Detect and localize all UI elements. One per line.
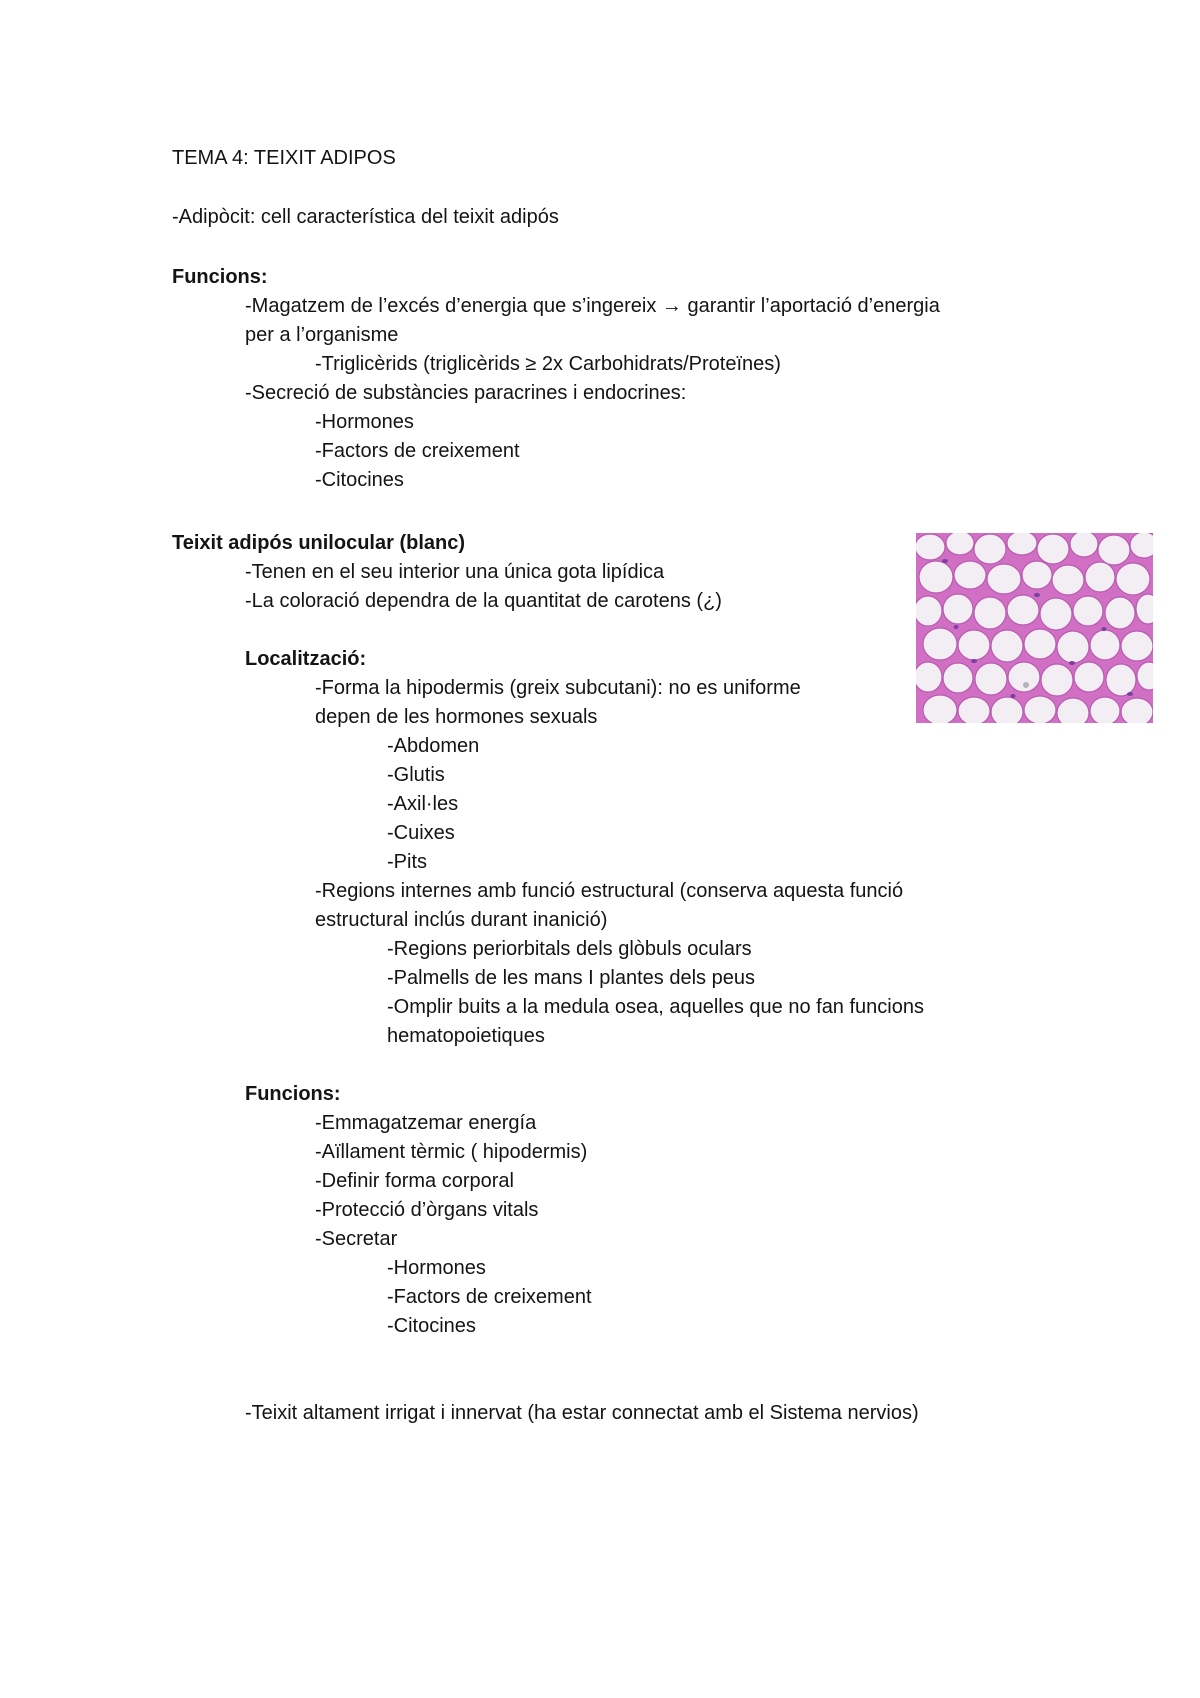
list-subitem: -Palmells de les mans I plantes dels peus — [387, 967, 755, 989]
list-subitem: -Hormones — [315, 411, 414, 433]
list-item: -Forma la hipodermis (greix subcutani): no es uniforme — [315, 677, 801, 699]
list-item: -Protecció d’òrgans vitals — [315, 1199, 539, 1221]
list-item: -Regions internes amb funció estructural (conserva aquesta funció — [315, 880, 904, 902]
list-item: -Tenen en el seu interior una única gota lipídica — [245, 561, 665, 583]
list-subitem: -Citocines — [387, 1315, 476, 1337]
list-item-continuation: depen de les hormones sexuals — [315, 706, 598, 728]
list-item: -Secreció de substàncies paracrines i endocrines: — [245, 382, 687, 404]
list-item-continuation: per a l’organisme — [245, 324, 399, 346]
list-item: -Aïllament tèrmic ( hipodermis) — [315, 1141, 588, 1163]
list-subitem-continuation: hematopoietiques — [387, 1025, 545, 1047]
list-item-continuation: estructural inclús durant inanició) — [315, 909, 608, 931]
section-heading-unilocular: Teixit adipós unilocular (blanc) — [172, 532, 465, 554]
closing-line: -Teixit altament irrigat i innervat (ha estar connectat amb el Sistema nervios) — [245, 1402, 919, 1424]
document-title: TEMA 4: TEIXIT ADIPOS — [172, 147, 396, 169]
list-subitem: -Axil·les — [387, 793, 459, 815]
list-subitem: -Omplir buits a la medula osea, aquelles que no fan funcions — [387, 996, 924, 1018]
list-item: -Magatzem de l’excés d’energia que s’ingereix → garantir l’aportació d’energia — [245, 295, 940, 317]
section-heading-funcions: Funcions: — [172, 266, 268, 288]
list-subitem: -Triglicèrids (triglicèrids ≥ 2x Carbohidrats/Proteïnes) — [315, 353, 781, 375]
subsection-heading-funcions: Funcions: — [245, 1083, 341, 1105]
list-item: -Emmagatzemar energía — [315, 1112, 537, 1134]
adipose-tissue-micrograph — [916, 533, 1153, 723]
list-subitem: -Cuixes — [387, 822, 455, 844]
list-subitem: -Factors de creixement — [315, 440, 520, 462]
list-subitem: -Glutis — [387, 764, 445, 786]
list-subitem: -Abdomen — [387, 735, 480, 757]
list-item: -Definir forma corporal — [315, 1170, 514, 1192]
list-subitem: -Citocines — [315, 469, 404, 491]
list-subitem: -Pits — [387, 851, 427, 873]
list-subitem: -Hormones — [387, 1257, 486, 1279]
intro-line: -Adipòcit: cell característica del teixit adipós — [172, 206, 559, 228]
list-subitem: -Factors de creixement — [387, 1286, 592, 1308]
list-subitem: -Regions periorbitals dels glòbuls oculars — [387, 938, 752, 960]
list-item: -La coloració dependra de la quantitat de carotens (¿) — [245, 590, 722, 612]
subsection-heading-localitzacio: Localització: — [245, 648, 367, 670]
list-item: -Secretar — [315, 1228, 398, 1250]
